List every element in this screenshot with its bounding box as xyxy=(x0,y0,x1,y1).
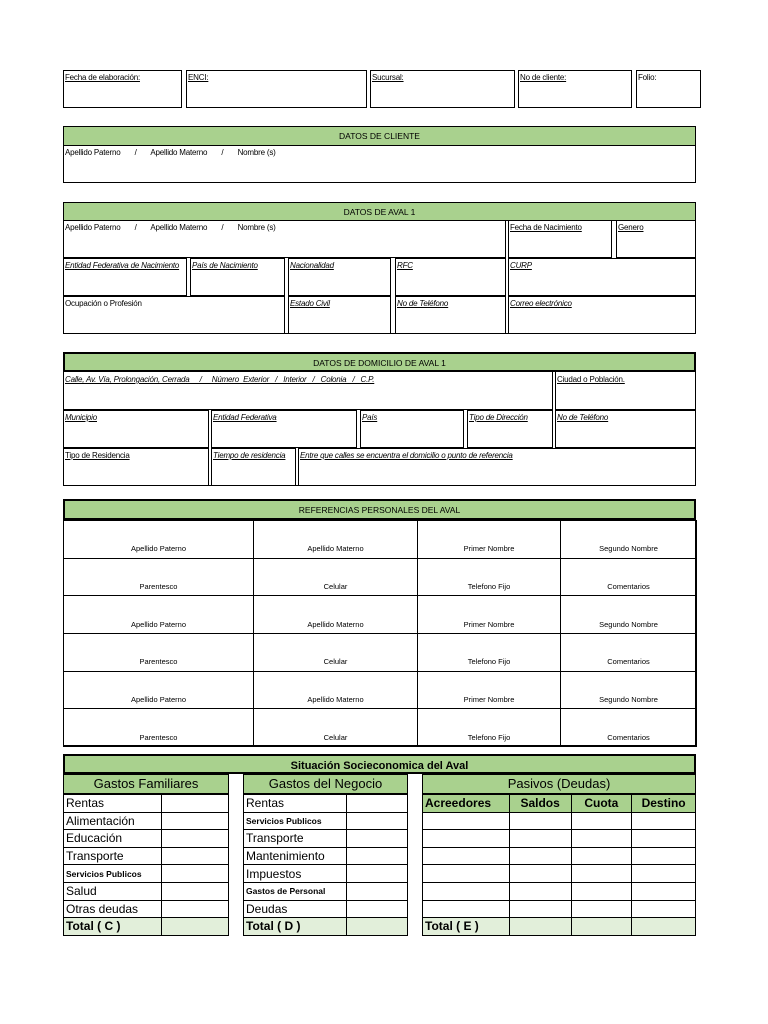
pasivos-cell[interactable] xyxy=(509,812,571,830)
no-cliente-label: No de cliente: xyxy=(520,73,567,82)
expense-label: Salud xyxy=(64,882,162,900)
expense-amount-cell[interactable] xyxy=(162,812,229,830)
tipo-residencia-field[interactable] xyxy=(63,448,209,486)
gastos-negocio-table xyxy=(243,794,408,936)
pasivos-cell[interactable] xyxy=(571,865,632,883)
fecha-nacimiento-field[interactable] xyxy=(508,220,612,258)
expense-label: Rentas xyxy=(244,795,347,813)
referencia-label: Apellido Materno xyxy=(307,619,364,629)
referencia-label: Parentesco xyxy=(139,732,178,742)
referencia-cell[interactable] xyxy=(560,633,697,672)
table-row xyxy=(423,882,696,900)
pasivos-column-header: Saldos xyxy=(509,795,571,813)
referencia-label: Celular xyxy=(323,732,348,742)
tipo-residencia-label: Tipo de Residencia xyxy=(65,451,130,460)
referencia-cell[interactable] xyxy=(63,671,254,710)
table-row xyxy=(423,830,696,848)
total-row xyxy=(244,918,408,936)
table-row xyxy=(423,847,696,865)
expense-label: Impuestos xyxy=(244,865,347,883)
total-amount-cell[interactable] xyxy=(509,918,571,936)
referencia-label: Segundo Nombre xyxy=(599,544,658,554)
pasivos-cell[interactable] xyxy=(632,882,696,900)
expense-label: Rentas xyxy=(64,795,162,813)
sucursal-label: Sucursal: xyxy=(372,73,404,82)
referencia-cell[interactable] xyxy=(560,520,697,559)
referencia-cell[interactable] xyxy=(253,671,418,710)
referencia-label: Segundo Nombre xyxy=(599,695,658,704)
rfc-field[interactable] xyxy=(395,258,506,296)
enci-label: ENCI: xyxy=(188,73,209,82)
referencia-label: Apellido Materno xyxy=(307,544,364,554)
referencia-cell[interactable] xyxy=(417,671,561,710)
table-row xyxy=(64,865,229,883)
pasivos-cell[interactable] xyxy=(632,847,696,865)
entre-calles-label: Entre que calles se encuentra el domicilio o punto de referencia xyxy=(300,451,513,460)
ciudad-field[interactable] xyxy=(555,371,696,410)
genero-field[interactable] xyxy=(616,220,696,258)
expense-label: Servicios Publicos xyxy=(64,865,162,883)
correo-label: Correo electrónico xyxy=(510,299,572,308)
no-cliente-field[interactable] xyxy=(518,70,632,108)
referencia-cell[interactable] xyxy=(417,595,561,634)
enci-field[interactable] xyxy=(186,70,367,108)
socio-section-header xyxy=(63,754,696,774)
referencias-section-header: REFERENCIAS PERSONALES DEL AVAL xyxy=(63,499,696,520)
referencia-cell[interactable] xyxy=(253,558,418,597)
total-label: Total ( E ) xyxy=(423,918,510,936)
calle-label: Calle, Av. Vía, Prolongación, Cerrada / Número Exterior / Interior / Colonia / C.P. xyxy=(65,375,375,384)
table-row xyxy=(64,882,229,900)
pais-field[interactable] xyxy=(360,410,464,448)
table-row xyxy=(244,830,408,848)
pasivos-cell[interactable] xyxy=(509,882,571,900)
municipio-label: Municipio xyxy=(65,413,97,422)
nacionalidad-label: Nacionalidad xyxy=(290,261,334,270)
referencia-cell[interactable] xyxy=(417,633,561,672)
table-row xyxy=(244,795,408,813)
referencia-cell[interactable] xyxy=(63,520,254,559)
tipo-direccion-label: Tipo de Dirección xyxy=(469,413,528,422)
folio-label: Folio: xyxy=(638,73,657,82)
table-row xyxy=(244,882,408,900)
referencia-label: Apellido Paterno xyxy=(130,695,187,704)
calle-field[interactable] xyxy=(63,371,553,410)
aval-name-label: Apellido Paterno / Apellido Materno / Nombre (s) xyxy=(65,223,276,232)
table-row xyxy=(423,900,696,918)
domicilio-section-header: DATOS DE DOMICILIO DE AVAL 1 xyxy=(63,352,696,372)
total-amount-cell[interactable] xyxy=(162,918,229,936)
aval-section-header: DATOS DE AVAL 1 xyxy=(63,202,696,221)
total-row xyxy=(423,918,696,936)
referencia-label: Parentesco xyxy=(139,657,178,667)
total-label: Total ( C ) xyxy=(64,918,162,936)
pasivos-cell[interactable] xyxy=(571,882,632,900)
expense-amount-cell[interactable] xyxy=(347,830,408,848)
entidad-federativa-label: Entidad Federativa xyxy=(213,413,277,422)
pasivos-cell[interactable] xyxy=(571,812,632,830)
pasivos-cell[interactable] xyxy=(423,882,510,900)
pasivos-cell[interactable] xyxy=(423,830,510,848)
pasivos-cell[interactable] xyxy=(571,900,632,918)
referencia-cell[interactable] xyxy=(560,595,697,634)
pasivos-column-header: Acreedores xyxy=(423,795,510,813)
expense-label: Deudas xyxy=(244,900,347,918)
pasivos-cell[interactable] xyxy=(509,847,571,865)
tipo-direccion-field[interactable] xyxy=(467,410,553,448)
pasivos-cell[interactable] xyxy=(423,812,510,830)
total-row xyxy=(64,918,229,936)
referencia-label: Apellido Paterno xyxy=(130,544,187,554)
gastos-familiares-table xyxy=(63,794,229,936)
entidad-nacimiento-label: Entidad Federativa de Nacimiento xyxy=(65,261,180,270)
municipio-field[interactable] xyxy=(63,410,209,448)
expense-amount-cell[interactable] xyxy=(347,865,408,883)
pais-nacimiento-field[interactable] xyxy=(190,258,285,296)
ocupacion-field[interactable] xyxy=(63,296,285,334)
domicilio-telefono-label: No de Teléfono xyxy=(557,413,609,422)
total-amount-cell[interactable] xyxy=(347,918,408,936)
table-row xyxy=(423,812,696,830)
referencia-label: Comentarios xyxy=(607,582,650,591)
total-amount-cell[interactable] xyxy=(632,918,696,936)
gastos-negocio-header xyxy=(243,774,408,794)
table-row xyxy=(244,847,408,865)
expense-amount-cell[interactable] xyxy=(347,847,408,865)
referencia-cell[interactable] xyxy=(417,520,561,559)
estado-civil-label: Estado Civil xyxy=(290,299,330,308)
referencia-cell[interactable] xyxy=(417,558,561,597)
referencia-label: Primer Nombre xyxy=(463,619,515,629)
entidad-nacimiento-field[interactable] xyxy=(63,258,187,296)
folio-field[interactable] xyxy=(636,70,701,108)
referencia-label: Comentarios xyxy=(607,657,650,667)
expense-amount-cell[interactable] xyxy=(347,812,408,830)
pasivos-cell[interactable] xyxy=(632,900,696,918)
pais-label: País xyxy=(362,413,378,422)
gastos-familiares-header xyxy=(63,774,229,794)
expense-amount-cell[interactable] xyxy=(162,865,229,883)
expense-amount-cell[interactable] xyxy=(162,795,229,813)
expense-amount-cell[interactable] xyxy=(162,847,229,865)
pasivos-column-header: Destino xyxy=(632,795,696,813)
referencia-cell[interactable] xyxy=(253,595,418,634)
tiempo-residencia-field[interactable] xyxy=(211,448,296,486)
pasivos-cell[interactable] xyxy=(632,865,696,883)
total-label: Total ( D ) xyxy=(244,918,347,936)
rfc-label: RFC xyxy=(397,261,413,270)
pasivos-cell[interactable] xyxy=(509,900,571,918)
expense-label: Alimentación xyxy=(64,812,162,830)
total-amount-cell[interactable] xyxy=(571,918,632,936)
referencia-cell[interactable] xyxy=(63,633,254,672)
pasivos-cell[interactable] xyxy=(509,830,571,848)
referencia-cell[interactable] xyxy=(253,708,418,747)
referencias-grid xyxy=(63,520,696,746)
referencia-cell[interactable] xyxy=(417,708,561,747)
cliente-name-field[interactable] xyxy=(63,145,696,183)
referencia-label: Primer Nombre xyxy=(463,544,515,554)
referencia-label: Telefono Fijo xyxy=(467,582,511,591)
aval-name-field[interactable] xyxy=(63,220,506,258)
fecha-elaboracion-label: Fecha de elaboración: xyxy=(65,73,140,82)
pasivos-cell[interactable] xyxy=(571,847,632,865)
curp-field[interactable] xyxy=(508,258,696,296)
domicilio-telefono-field[interactable] xyxy=(555,410,696,448)
fecha-nacimiento-label: Fecha de Nacimiento xyxy=(510,223,582,232)
aval-telefono-label: No de Teléfono xyxy=(397,299,449,308)
aval-telefono-field[interactable] xyxy=(395,296,506,334)
referencia-cell[interactable] xyxy=(63,595,254,634)
expense-amount-cell[interactable] xyxy=(347,900,408,918)
expense-amount-cell[interactable] xyxy=(162,900,229,918)
ciudad-label: Ciudad o Población. xyxy=(557,375,625,384)
table-row xyxy=(64,830,229,848)
pasivos-cell[interactable] xyxy=(423,865,510,883)
sucursal-field[interactable] xyxy=(370,70,515,108)
curp-label: CURP xyxy=(510,261,532,270)
expense-amount-cell[interactable] xyxy=(347,795,408,813)
pasivos-column-headers xyxy=(423,795,696,813)
table-row xyxy=(64,900,229,918)
pasivos-cell[interactable] xyxy=(571,830,632,848)
referencia-cell[interactable] xyxy=(253,520,418,559)
cliente-section-header: DATOS DE CLIENTE xyxy=(63,126,696,146)
gastos-familiares-title: Gastos Familiares xyxy=(93,776,199,791)
referencia-label: Telefono Fijo xyxy=(467,732,511,742)
expense-label: Educación xyxy=(64,830,162,848)
referencia-cell[interactable] xyxy=(560,671,697,710)
referencia-label: Telefono Fijo xyxy=(467,657,511,667)
pais-nacimiento-label: País de Nacimiento xyxy=(192,261,258,270)
expense-label: Otras deudas xyxy=(64,900,162,918)
table-row xyxy=(244,865,408,883)
expense-label: Transporte xyxy=(64,847,162,865)
table-row xyxy=(423,865,696,883)
socio-title: Situación Socieconomica del Aval xyxy=(290,760,469,772)
table-row xyxy=(64,812,229,830)
referencia-label: Celular xyxy=(323,582,348,591)
referencia-label: Celular xyxy=(323,657,348,667)
table-row xyxy=(244,900,408,918)
pasivos-cell[interactable] xyxy=(632,830,696,848)
referencia-label: Comentarios xyxy=(607,732,650,742)
expense-label: Mantenimiento xyxy=(244,847,347,865)
expense-label: Transporte xyxy=(244,830,347,848)
table-row xyxy=(64,795,229,813)
entidad-federativa-field[interactable] xyxy=(211,410,357,448)
referencia-label: Parentesco xyxy=(139,582,178,591)
pasivos-title: Pasivos (Deudas) xyxy=(507,776,611,791)
pasivos-cell[interactable] xyxy=(509,865,571,883)
expense-amount-cell[interactable] xyxy=(347,882,408,900)
pasivos-table xyxy=(422,794,696,936)
referencia-cell[interactable] xyxy=(560,708,697,747)
pasivos-header xyxy=(422,774,696,794)
correo-field[interactable] xyxy=(508,296,696,334)
table-row xyxy=(244,812,408,830)
expense-amount-cell[interactable] xyxy=(162,882,229,900)
expense-label: Servicios Publicos xyxy=(244,812,347,830)
tiempo-residencia-label: Tiempo de residencia xyxy=(213,451,286,460)
table-row xyxy=(64,847,229,865)
referencia-cell[interactable] xyxy=(560,558,697,597)
entre-calles-field[interactable] xyxy=(298,448,696,486)
referencia-label: Primer Nombre xyxy=(463,695,515,704)
pasivos-cell[interactable] xyxy=(423,900,510,918)
referencia-cell[interactable] xyxy=(253,633,418,672)
genero-label: Genero xyxy=(618,223,644,232)
gastos-negocio-title: Gastos del Negocio xyxy=(268,776,383,791)
referencia-cell[interactable] xyxy=(63,558,254,597)
pasivos-cell[interactable] xyxy=(632,812,696,830)
fecha-elaboracion-field[interactable] xyxy=(63,70,182,108)
nacionalidad-field[interactable] xyxy=(288,258,391,296)
ocupacion-label: Ocupación o Profesión xyxy=(65,299,142,308)
referencia-cell[interactable] xyxy=(63,708,254,747)
referencia-label: Apellido Paterno xyxy=(130,619,187,629)
expense-amount-cell[interactable] xyxy=(162,830,229,848)
pasivos-cell[interactable] xyxy=(423,847,510,865)
referencia-label: Segundo Nombre xyxy=(599,619,658,629)
referencia-label: Apellido Materno xyxy=(307,695,364,704)
cliente-name-label: Apellido Paterno / Apellido Materno / Nombre (s) xyxy=(65,148,276,157)
expense-label: Gastos de Personal xyxy=(244,882,347,900)
pasivos-column-header: Cuota xyxy=(571,795,632,813)
estado-civil-field[interactable] xyxy=(288,296,391,334)
